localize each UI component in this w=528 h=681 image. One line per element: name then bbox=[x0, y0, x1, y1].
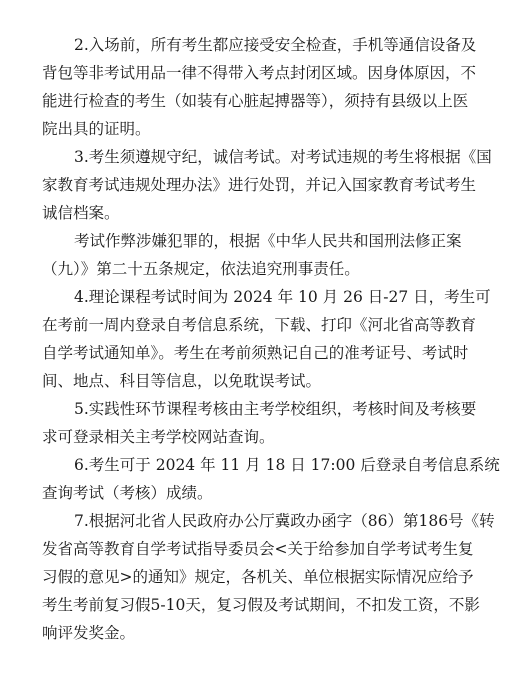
paragraph-7-line-3: 习假的意见>的通知》规定，各机关、单位根据实际情况应给予 bbox=[42, 568, 474, 586]
paragraph-7-line-2: 发省高等教育自学考试指导委员会<关于给参加自学考试考生复 bbox=[42, 540, 474, 558]
paragraph-crime-line-1: 考试作弊涉嫌犯罪的，根据《中华人民共和国刑法修正案 bbox=[74, 232, 462, 250]
paragraph-4-line-4: 间、地点、科目等信息，以免耽误考试。 bbox=[42, 372, 322, 390]
paragraph-2-line-1: 2.入场前，所有考生都应接受安全检查，手机等通信设备及 bbox=[74, 36, 477, 54]
paragraph-3-line-1: 3.考生须遵规守纪，诚信考试。对考试违规的考生将根据《国 bbox=[74, 148, 492, 166]
paragraph-4-line-3: 自学考试通知单》。考生在考前须熟记自己的准考证号、考试时 bbox=[42, 344, 469, 362]
paragraph-6-line-1: 6.考生可于 2024 年 11 月 18 日 17:00 后登录自考信息系统 bbox=[74, 456, 500, 474]
paragraph-2-line-2: 背包等非考试用品一律不得带入考点封闭区域。因身体原因，不 bbox=[42, 64, 477, 82]
paragraph-5-line-1: 5.实践性环节课程考核由主考学校组织，考核时间及考核要 bbox=[74, 400, 477, 418]
paragraph-7-line-4: 考生考前复习假5-10天，复习假及考试期间，不扣发工资，不影 bbox=[42, 596, 480, 614]
paragraph-crime-line-2: （九）》第二十五条规定，依法追究刑事责任。 bbox=[42, 260, 360, 278]
paragraph-4-line-1: 4.理论课程考试时间为 2024 年 10 月 26 日-27 日，考生可 bbox=[74, 288, 491, 306]
paragraph-4-line-2: 在考前一周内登录自考信息系统，下载、打印《河北省高等教育 bbox=[42, 316, 477, 334]
paragraph-5-line-2: 求可登录相关主考学校网站查询。 bbox=[42, 428, 275, 446]
paragraph-6-line-2: 查询考试（考核）成绩。 bbox=[42, 484, 213, 502]
paragraph-3-line-3: 诚信档案。 bbox=[42, 204, 120, 222]
paragraph-2-line-4: 院出具的证明。 bbox=[42, 120, 151, 138]
paragraph-3-line-2: 家教育考试违规处理办法》进行处罚，并记入国家教育考试考生 bbox=[42, 176, 477, 194]
paragraph-7-line-5: 响评发奖金。 bbox=[42, 624, 136, 642]
paragraph-7-line-1: 7.根据河北省人民政府办公厅冀政办函字（86）第186号《转 bbox=[74, 512, 495, 530]
paragraph-2-line-3: 能进行检查的考生（如装有心脏起搏器等），须持有县级以上医 bbox=[42, 92, 469, 110]
